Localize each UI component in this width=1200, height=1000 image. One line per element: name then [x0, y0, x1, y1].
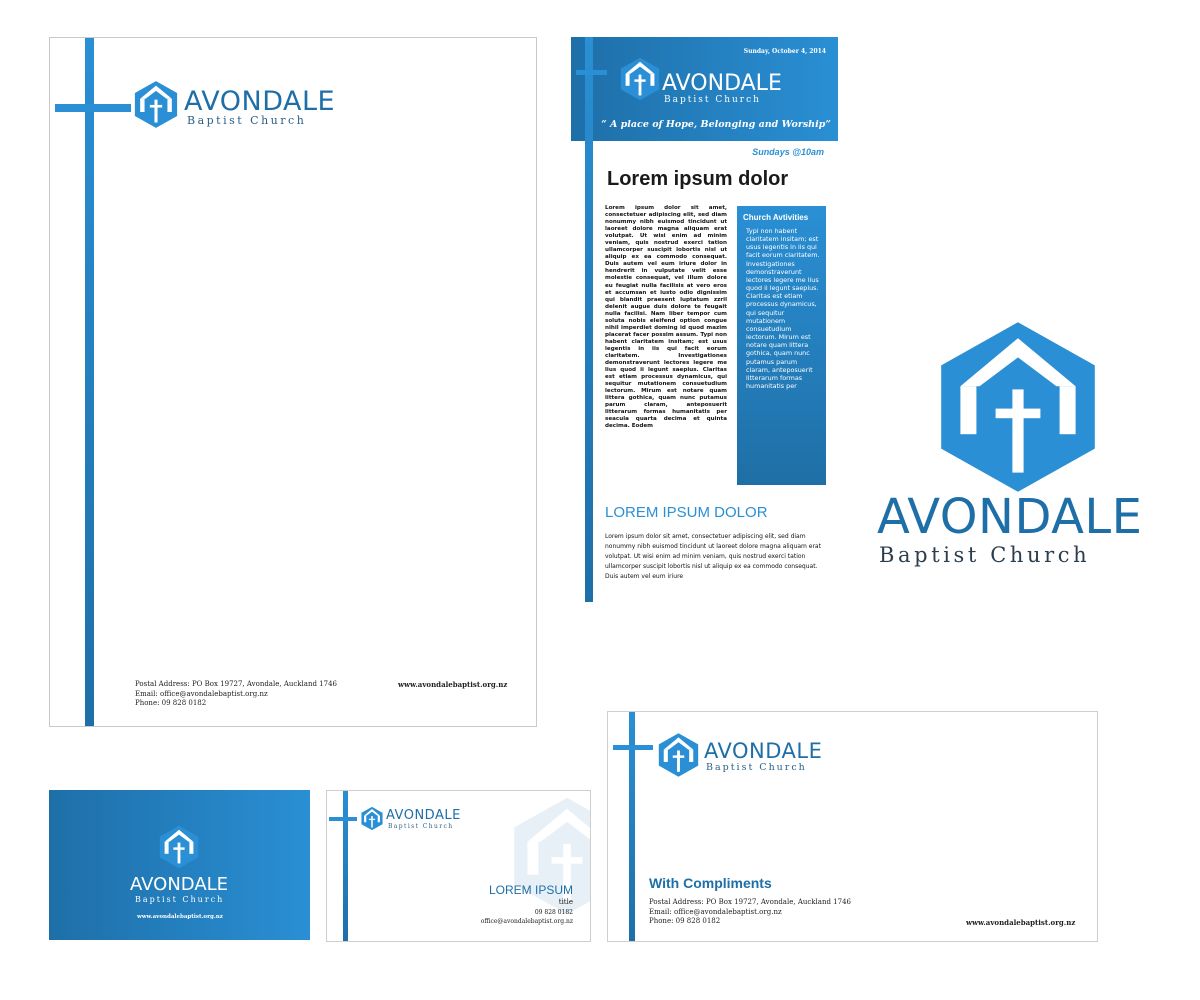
- newsletter-sidebar: [737, 206, 826, 485]
- compliments-phone: Phone: 09 828 0182: [649, 917, 721, 925]
- letterhead-logo-subtitle: Baptist Church: [187, 114, 307, 127]
- letterhead-contact-block: [135, 680, 337, 709]
- large-logo-subtitle: Baptist Church: [879, 543, 1091, 567]
- business-card-back-logo-name: AVONDALE: [386, 808, 461, 823]
- compliments-email: Email: office@avondalebaptist.org.nz: [649, 907, 782, 916]
- letterhead-phone: Phone: 09 828 0182: [135, 699, 207, 707]
- newsletter-body-text: Lorem ipsum dolor sit amet, consectetuer adipiscing elit, sed diam nonummy nibh euismod tincidunt ut laoreet dolore magna aliquam erat volutpat. Ut wisi enim ad minim veniam, quis nostrud exerci tation ullamcorper suscipit lobortis nisl ut aliquip ex ea commodo consequat. Duis autem vel eum iriure dolor in hendrerit in vulputate velit esse molestie consequat, vel illum dolore eu feugiat nulla facilisis at vero eros et accumsan et iusto odio dignissim qui blandit praesent luptatum zzril delenit augue duis dolore te feugait nulla facilisi. Nam liber tempor cum soluta nobis eleifend option congue nihil imperdiet doming id quod mazim placerat facer possim assum. Typi non habent claritatem insitam; est usus legentis in iis qui facit eorum claritatem. Investigationes demonstraverunt lectores legere me lius quod ii legunt saepius. Claritas est etiam processus dynamicus, qui sequitur mutationem consuetudium lectorum. Mirum est notare quam littera gothica, quam nunc putamus parum claram, anteposuerit litterarum formas humanitatis per seacula quarta decima et quinta decima. Eodem: [605, 205, 727, 430]
- letterhead-address: Postal Address: PO Box 19727, Avondale, Auckland 1746: [135, 680, 337, 688]
- newsletter-body-text-2: Lorem ipsum dolor sit amet, consectetuer adipiscing elit, sed diam nonummy nibh euismod tincidunt ut laoreet dolore magna aliquam erat volutpat. Ut wisi enim ad minim veniam, quis nostrud exerci tation ullamcorper suscipit lobortis nisl ut aliquip ex ea commodo consequat. Duis autem vel eum iriure: [605, 533, 821, 580]
- compliments-website: www.avondalebaptist.org.nz: [966, 918, 1076, 927]
- church-hexagon-icon: [159, 825, 199, 869]
- business-card-back-horizontal-bar: [329, 817, 357, 821]
- business-card-back-name: LOREM IPSUM: [488, 883, 573, 897]
- letterhead-horizontal-bar: [55, 104, 131, 112]
- church-hexagon-icon: [134, 80, 178, 129]
- business-card-front-website: www.avondalebaptist.org.nz: [137, 914, 223, 920]
- newsletter-service-time: Sundays @10am: [752, 147, 824, 157]
- business-card-back-vertical-bar: [343, 791, 348, 941]
- compliments-heading: With Compliments: [649, 875, 772, 891]
- letterhead-email: Email: office@avondalebaptist.org.nz: [135, 689, 268, 698]
- church-hexagon-icon: [361, 806, 383, 831]
- church-hexagon-icon: [620, 57, 660, 101]
- letterhead-website: www.avondalebaptist.org.nz: [398, 680, 508, 689]
- newsletter-vertical-bar: [585, 37, 593, 602]
- business-card-front-logo-subtitle: Baptist Church: [135, 895, 225, 904]
- letterhead-vertical-bar: [85, 38, 94, 726]
- compliments-horizontal-bar: [613, 745, 653, 750]
- church-hexagon-icon: [938, 318, 1098, 496]
- church-hexagon-icon: [658, 732, 699, 778]
- business-card-back-logo-subtitle: Baptist Church: [388, 823, 454, 830]
- newsletter-page: [571, 37, 838, 602]
- compliments-address: Postal Address: PO Box 19727, Avondale, Auckland 1746: [649, 898, 851, 906]
- newsletter-subheading: LOREM IPSUM DOLOR: [605, 504, 768, 521]
- business-card-front: [49, 790, 310, 940]
- church-watermark-icon: [512, 795, 591, 917]
- compliments-logo-subtitle: Baptist Church: [706, 762, 807, 773]
- compliments-logo-name: AVONDALE: [704, 739, 823, 763]
- newsletter-sidebar-text: Typi non habent claritatem insitam; est usus legentis in iis qui facit eorum claritatem. Investigationes demonstraverunt lectores legere me lius quod ii legunt saepius. Claritas est etiam processus dynamicus, qui sequitur mutationem consuetudium lectorum. Mirum est notare quam littera gothica, quam nunc putamus parum claram, anteposuerit litterarum formas humanitatis per: [746, 227, 820, 390]
- letterhead-logo-name: AVONDALE: [184, 86, 336, 117]
- newsletter-logo-subtitle: Baptist Church: [664, 95, 761, 105]
- business-card-back: [326, 790, 591, 942]
- business-card-back-email: office@avondalebaptist.org.nz: [480, 918, 573, 925]
- newsletter-headline: Lorem ipsum dolor: [607, 168, 789, 190]
- newsletter-sidebar-title: Church Avtivities: [743, 213, 809, 222]
- newsletter-tagline: “ A place of Hope, Belonging and Worship”: [601, 119, 831, 130]
- business-card-back-phone: 09 828 0182: [534, 909, 573, 916]
- newsletter-date: Sunday, October 4, 2014: [743, 48, 826, 55]
- large-logo-name: AVONDALE: [877, 489, 1143, 545]
- compliments-contact-block: [649, 898, 851, 927]
- business-card-front-logo-name: AVONDALE: [130, 874, 229, 895]
- letterhead-sheet: [49, 37, 537, 727]
- business-card-back-title: title: [558, 898, 573, 906]
- newsletter-horizontal-bar: [576, 70, 607, 75]
- compliments-slip: [607, 711, 1098, 942]
- newsletter-logo-name: AVONDALE: [662, 71, 782, 96]
